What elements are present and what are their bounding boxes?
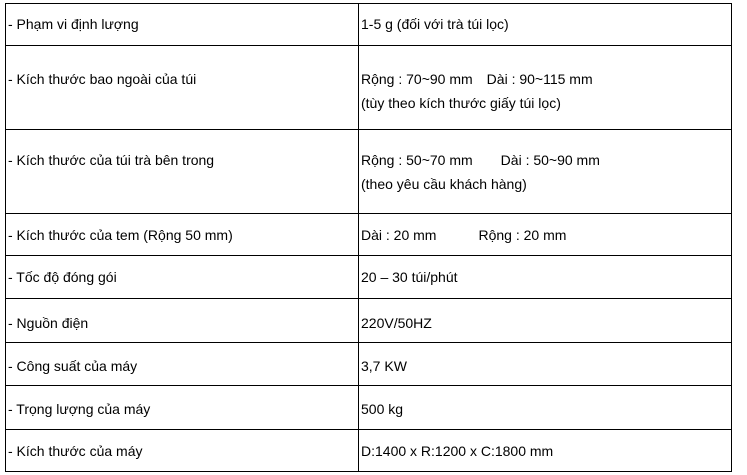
row-value (359, 386, 732, 430)
row-label (6, 386, 359, 430)
row-value (359, 430, 732, 472)
row-label (6, 299, 359, 343)
table-row (6, 256, 732, 299)
row-value (359, 130, 732, 214)
length-text: Dài : 20 mm (361, 227, 437, 243)
row-label (6, 4, 359, 46)
label-text: - Kích thước của máy (8, 443, 143, 459)
value-text: 500 kg (361, 401, 404, 417)
value-line (361, 148, 729, 172)
value-text: 220V/50HZ (361, 315, 432, 331)
spec-table (5, 3, 732, 472)
label-text: - Kích thước của tem (Rộng 50 mm) (8, 227, 233, 243)
label-text: - Trọng lượng của máy (8, 401, 151, 417)
table-row (6, 430, 732, 472)
width-text: Rộng : 70~90 mm (361, 71, 473, 87)
row-value (359, 46, 732, 130)
row-value (359, 343, 732, 386)
row-label (6, 430, 359, 472)
table-row (6, 4, 732, 46)
table-row (6, 299, 732, 343)
row-value (359, 256, 732, 299)
value-line (361, 67, 729, 91)
length-text: Dài : 50~90 mm (500, 152, 600, 168)
table-row (6, 214, 732, 256)
label-text: - Kích thước của túi trà bên trong (8, 152, 215, 168)
width-text: Rộng : 20 mm (478, 227, 567, 243)
label-text: - Tốc độ đóng gói (8, 269, 117, 285)
row-label (6, 256, 359, 299)
label-text: - Nguồn điện (8, 315, 89, 331)
label-text: - Phạm vi định lượng (8, 16, 139, 32)
value-text: 1-5 g (đối với trà túi lọc) (361, 16, 509, 32)
value-text: 3,7 KW (361, 358, 407, 374)
value-note: (theo yêu cầu khách hàng) (361, 176, 527, 192)
label-text: - Công suất của máy (8, 358, 138, 374)
table-row (6, 386, 732, 430)
table-row (6, 130, 732, 214)
table-row (6, 46, 732, 130)
label-text: - Kích thước bao ngoài của túi (8, 71, 197, 87)
row-value (359, 4, 732, 46)
value-text: 20 – 30 túi/phút (361, 269, 458, 285)
value-note: (tùy theo kích thước giấy túi lọc) (361, 95, 561, 111)
value-text: D:1400 x R:1200 x C:1800 mm (361, 443, 554, 459)
row-label (6, 343, 359, 386)
row-label (6, 130, 359, 214)
length-text: Dài : 90~115 mm (486, 71, 593, 87)
table-row (6, 343, 732, 386)
row-value (359, 214, 732, 256)
row-label (6, 46, 359, 130)
row-value (359, 299, 732, 343)
row-label (6, 214, 359, 256)
width-text: Rộng : 50~70 mm (361, 152, 473, 168)
